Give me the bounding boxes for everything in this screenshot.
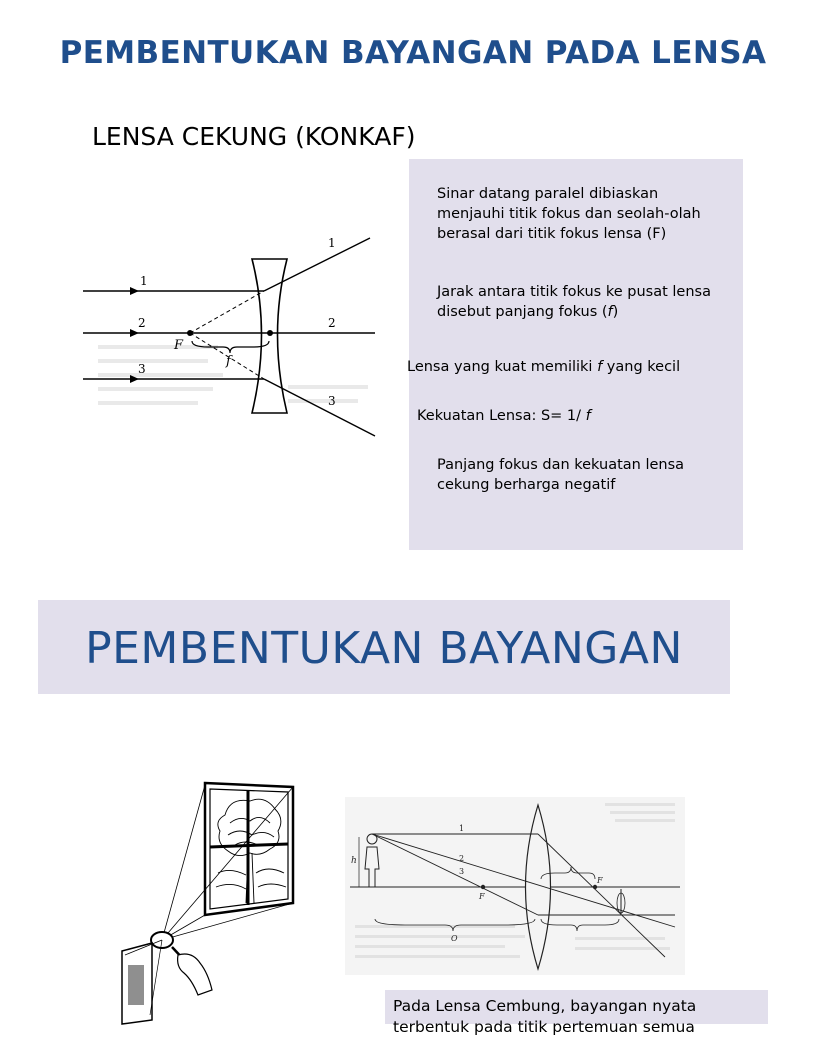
convex-lens-diagram xyxy=(345,797,685,975)
note-negative: Panjang fokus dan kekuatan lensa cekung berharga negatif xyxy=(437,457,685,493)
note-lens-power-text: Kekuatan Lensa: S= 1/ xyxy=(417,408,586,424)
note-lens-power xyxy=(417,406,717,426)
convex-ray-label-3: 3 xyxy=(459,867,465,876)
object-height-label: h xyxy=(351,856,357,866)
convex-note-panel xyxy=(385,990,768,1036)
focus-label: F xyxy=(174,338,184,353)
ray-label-2: 2 xyxy=(138,316,146,330)
convex-note-text: Pada Lensa Cembung, bayangan nyata terbentuk pada titik pertemuan semua xyxy=(393,997,697,1036)
focal-length-label: f xyxy=(226,354,231,369)
object-distance-label: O xyxy=(451,934,458,943)
section-banner xyxy=(38,600,730,694)
ray-label-3-out: 3 xyxy=(328,394,336,408)
note-focal-length-symbol: f xyxy=(607,304,613,320)
note-strong-lens-text: Lensa yang kuat memiliki xyxy=(407,359,598,375)
ray-label-1-out: 1 xyxy=(328,236,336,250)
convex-ray-label-1: 1 xyxy=(459,824,465,833)
concave-lens-diagram xyxy=(78,225,383,445)
note-strong-lens-symbol: f xyxy=(597,359,603,375)
note-refraction: Sinar datang paralel dibiaskan menjauhi titik fokus dan seolah-olah berasal dari titik fokus lensa (F) xyxy=(437,186,701,242)
ray-label-1: 1 xyxy=(140,274,148,288)
note-focal-length-close: ) xyxy=(612,304,619,320)
convex-ray-label-2: 2 xyxy=(459,854,465,863)
ray-label-2-out: 2 xyxy=(328,316,336,330)
window-projection-illustration xyxy=(100,775,305,1024)
notes-panel xyxy=(409,159,743,550)
slide-title: PEMBENTUKAN BAYANGAN PADA LENSA xyxy=(59,35,767,71)
slide-subtitle: LENSA CEKUNG (KONKAF) xyxy=(92,122,416,151)
note-strong-lens xyxy=(407,357,737,377)
note-focal-length-text: Jarak antara titik fokus ke pusat lensa disebut panjang fokus ( xyxy=(437,284,711,320)
banner-title: PEMBENTUKAN BAYANGAN xyxy=(85,623,683,674)
focal-point-right-label: F xyxy=(597,876,603,885)
note-strong-lens-end: yang kecil xyxy=(602,359,681,375)
focal-point-left-label: F xyxy=(479,892,485,901)
ray-label-3: 3 xyxy=(138,362,146,376)
note-lens-power-symbol: f xyxy=(585,408,591,424)
note-focal-length xyxy=(437,282,722,322)
